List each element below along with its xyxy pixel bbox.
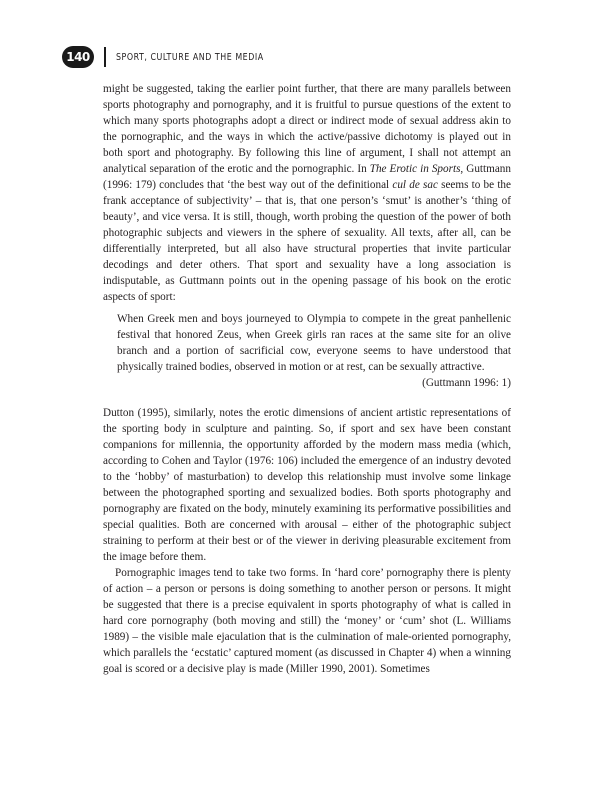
quote-text: When Greek men and boys journeyed to Olympia to compete in the great panhellenic festival that honored Zeus, when Greek girls ran races at the same site for an olive branch and a portion of sacrificial cow, everyone seems to have understood that physically trained bodies, observed in motion or at rest, can be sexually attractive. [117,313,511,373]
quote-citation: (Guttmann 1996: 1) [422,377,511,389]
page-number-badge: 140 [62,46,94,68]
paragraph-gap [103,391,511,405]
book-title-italic: The Erotic in Sports [369,163,461,175]
body-text [103,81,511,677]
paragraph-3: Pornographic images tend to take two forms. In ‘hard core’ pornography there is plenty of action – a person or persons is doing something to another person or persons. It might be suggested that there is a precise equivalent in sports photography of what is called in hard core pornography (both moving and still) the ‘money’ or ‘cum’ shot (L. Williams 1989) – the visible male ejaculation that is the culmination of male-oriented pornography, which parallels the ‘ecstatic’ captured moment (as discussed in Chapter 4) when a winning goal is scored or a decisive play is made (Miller 1990, 2001). Sometimes [103,567,511,675]
paragraph-1-text-b: , Guttmann (1996: 179) concludes that ‘the best way out of the definitional [103,163,511,191]
phrase-italic: cul de sac [392,179,438,191]
block-quote [117,311,511,391]
running-head [62,46,284,68]
header-divider [104,47,106,67]
paragraph-1 [103,81,511,305]
paragraph-1-text-c: seems to be the frank acceptance of subjectivity’ – that is, that one person’s ‘smut’ is another’s ‘thing of beauty’, and vice versa. It is still, though, worth probing the question of the power of both photographic subjects and viewers in the sphere of sexuality. All texts, after all, can be differentially interpreted, but all also have structural properties that invite particular decodings and deter others. That sport and sexuality have a long association is indisputable, as Guttmann points out in the opening passage of his book on the erotic aspects of sport: [103,179,511,303]
running-title: SPORT, CULTURE AND THE MEDIA [116,51,264,63]
paragraph-2: Dutton (1995), similarly, notes the erotic dimensions of ancient artistic representations of the sporting body in sculpture and painting. So, if sport and sex have been constant companions for millennia, the opportunity afforded by the modern mass media (which, according to Cohen and Taylor (1976: 106) included the emergence of an industry devoted to the ‘hobby’ of masturbation) to develop this relationship must involve some linkage between the photographed sporting and sexualized bodies. Both sports photography and pornography are fixated on the body, minutely examining its performative possibilities and special qualities. Both are concerned with arousal – either of the photographic subject straining to perform at their best or of the viewer in deriving pleasurable excitement from the image before them. [103,407,511,563]
paragraph-1-text-a: might be suggested, taking the earlier point further, that there are many parallels between sports photography and pornography, and it is fruitful to pursue questions of the extent to which many sports photographs adopt a direct or indirect mode of sexual address akin to the pornographic, and the ways in which the active/passive dichotomy is played out in both sport and photography. By following this line of argument, I shall not attempt an analytical separation of the erotic and the pornographic. In [103,83,511,175]
